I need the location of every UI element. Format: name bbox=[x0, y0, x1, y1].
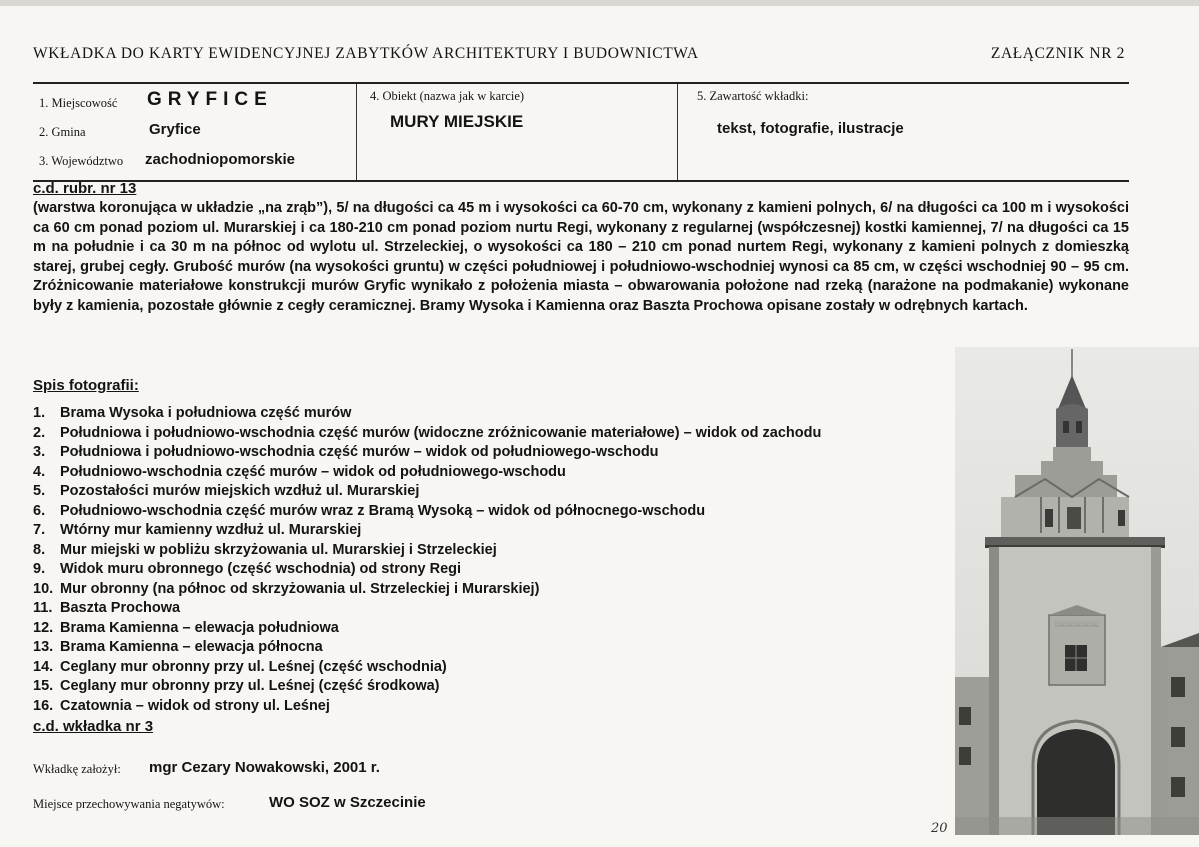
photo-list-text: Pozostałości murów miejskich wzdłuż ul. Murarskiej bbox=[60, 483, 420, 499]
object-value: MURY MIEJSKIE bbox=[390, 112, 524, 131]
photo-list-item bbox=[33, 521, 821, 541]
photo-list-item bbox=[33, 404, 821, 424]
photo-list-number: 14. bbox=[33, 658, 54, 675]
photo-list-text: Widok muru obronnego (część wschodnia) od strony Regi bbox=[60, 561, 462, 577]
photo-list-text: Brama Wysoka i południowa część murów bbox=[60, 405, 352, 421]
photo-list-item bbox=[33, 560, 821, 580]
photo-list-number: 12. bbox=[33, 619, 54, 636]
photo-list-text: Ceglany mur obronny przy ul. Leśnej (część środkowa) bbox=[60, 678, 440, 694]
info-table bbox=[33, 82, 1129, 182]
photo-list-text: Brama Kamienna – elewacja południowa bbox=[60, 619, 339, 636]
photo-list-item bbox=[33, 619, 821, 639]
annex-label: ZAŁĄCZNIK NR 2 bbox=[990, 45, 1125, 62]
column-divider bbox=[677, 84, 678, 180]
voivodeship-value: zachodniopomorskie bbox=[145, 151, 296, 168]
photo-list-number: 8. bbox=[33, 541, 46, 558]
photo-list-number: 9. bbox=[33, 561, 46, 577]
photo-list-text: Południowo-wschodnia część murów – widok od południowego-wschodu bbox=[60, 463, 566, 480]
photo-list-item bbox=[33, 677, 821, 697]
contents-label: 5. Zawartość wkładki: bbox=[697, 89, 809, 103]
continuation-insert: c.d. wkładka nr 3 bbox=[33, 718, 154, 735]
locality-value: GRYFICE bbox=[147, 89, 273, 110]
photo-list-item bbox=[33, 697, 821, 717]
photo-list-text: Wtórny mur kamienny wzdłuż ul. Murarskiej bbox=[60, 522, 362, 538]
column-divider bbox=[356, 84, 357, 180]
photo-list-item bbox=[33, 482, 821, 502]
scan-edge bbox=[0, 0, 1199, 6]
photo-list-item bbox=[33, 638, 821, 658]
storage-value: WO SOZ w Szczecinie bbox=[269, 794, 426, 811]
photo-list-item bbox=[33, 463, 821, 483]
photo-list-text: Mur miejski w pobliżu skrzyżowania ul. Murarskiej i Strzeleckiej bbox=[60, 541, 497, 558]
photo-list-number: 2. bbox=[33, 424, 46, 441]
storage-label: Miejsce przechowywania negatywów: bbox=[33, 797, 225, 811]
photo-list-number: 15. bbox=[33, 678, 54, 694]
author-value: mgr Cezary Nowakowski, 2001 r. bbox=[149, 759, 380, 776]
photo-list-text: Brama Kamienna – elewacja północna bbox=[60, 639, 323, 655]
photo-list-text: Czatownia – widok od strony ul. Leśnej bbox=[60, 697, 330, 714]
commune-label: 2. Gmina bbox=[39, 125, 86, 139]
document-title: WKŁADKA DO KARTY EWIDENCYJNEJ ZABYTKÓW ARCHITEKTURY I BUDOWNICTWA bbox=[33, 45, 699, 62]
photo-list-text: Mur obronny (na północ od skrzyżowania ul. Strzeleckiej i Murarskiej) bbox=[60, 580, 540, 597]
commune-value: Gryfice bbox=[149, 121, 201, 138]
locality-label: 1. Miejscowość bbox=[39, 96, 118, 110]
photo-list-item bbox=[33, 424, 821, 444]
page-number: 20 bbox=[931, 821, 948, 836]
description-text: (warstwa koronująca w układzie „na zrąb”), 5/ na długości ca 45 m i wysokości ca 60-70 cm, wykonany z kamieni polnych, 6/ na długości ca 100 m i wysokości ca 60 cm ponad poziom ul. Murarskiej i ca 180-210 cm ponad poziom nurtu Regi, wykonany z regularnej (współczesnej) kostki kamiennej, 7/ na długości ca 15 m na południe i ca 30 m na północ od wylotu ul. Strzeleckiej, o wysokości ca 180 – 210 cm ponad nurtem Regi, wykonany z kamieni polnych z domieszką starej, grubej cegły. Grubość murów (na wysokości gruntu) w części południowej i południowo-wschodniej wynosi ca 85 cm, w części wschodniej 90 – 95 cm. Zróżnicowanie materiałowe konstrukcji murów Gryfic wynikało z położenia miasta – obwarowania położone nad rzeką (narażone na podmakanie) wykonane były z kamienia, pozostałe głównie z cegły ceramicznej. Bramy Wysoka i Kamienna oraz Baszta Prochowa opisane zostały w odrębnych kartach. bbox=[33, 200, 1129, 314]
photo-list-item bbox=[33, 580, 821, 600]
photo-list-number: 3. bbox=[33, 444, 46, 460]
photo-list bbox=[33, 404, 821, 716]
photo-list-number: 6. bbox=[33, 502, 46, 519]
photo-list-item bbox=[33, 658, 821, 678]
photo-list-number: 10. bbox=[33, 580, 54, 597]
author-label: Wkładkę założył: bbox=[33, 762, 121, 776]
photo-list-text: Południowa i południowo-wschodnia część murów – widok od południowego-wschodu bbox=[60, 444, 659, 460]
photo-list-item bbox=[33, 599, 821, 619]
photo-list-item bbox=[33, 502, 821, 522]
photo-list-text: Baszta Prochowa bbox=[60, 600, 181, 616]
photo-list-number: 1. bbox=[33, 405, 46, 421]
photo-list-number: 4. bbox=[33, 463, 46, 480]
photo-list-item bbox=[33, 443, 821, 463]
photo-list-number: 5. bbox=[33, 483, 46, 499]
continuation-heading: c.d. rubr. nr 13 bbox=[33, 180, 137, 197]
photo-list-number: 16. bbox=[33, 697, 54, 714]
gate-tower-photo bbox=[955, 347, 1199, 835]
photo-list-heading: Spis fotografii: bbox=[33, 377, 139, 394]
photo-list-text: Ceglany mur obronny przy ul. Leśnej (część wschodnia) bbox=[60, 658, 447, 675]
photo-list-number: 7. bbox=[33, 522, 46, 538]
photo-list-text: Południowa i południowo-wschodnia część murów (widoczne zróżnicowanie materiałowe) – widok od zachodu bbox=[60, 424, 822, 441]
photo-list-number: 13. bbox=[33, 639, 54, 655]
photo-list-number: 11. bbox=[33, 600, 53, 616]
contents-value: tekst, fotografie, ilustracje bbox=[717, 120, 904, 137]
photo-list-item bbox=[33, 541, 821, 561]
voivodeship-label: 3. Województwo bbox=[39, 154, 124, 168]
object-label: 4. Obiekt (nazwa jak w karcie) bbox=[370, 89, 525, 103]
photo-list-text: Południowo-wschodnia część murów wraz z Bramą Wysoką – widok od północnego-wschodu bbox=[60, 502, 706, 519]
